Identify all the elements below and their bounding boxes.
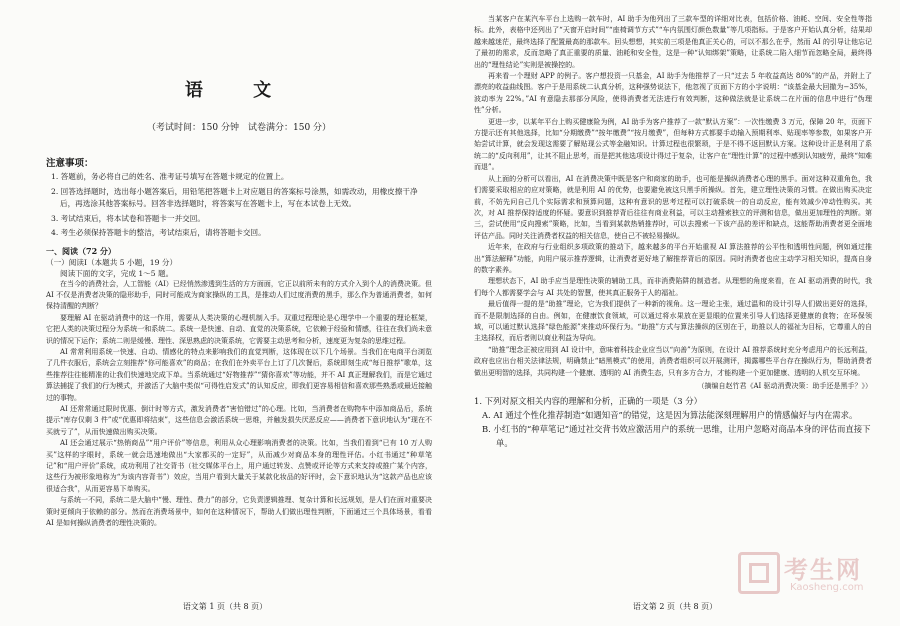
passage-paragraph: 理想状态下，AI 助手应当是理性决策的辅助工具，而非消费陷阱的制造者。从理想的角度来看，在 AI 驱动消费的时代，我们每个人都需要学会与 AI 共处的智慧，使其真正服务于人的福祉。 [474, 277, 872, 297]
passage-paragraph: 在当今的消费社会，人工智能（AI）已经悄然渗透到生活的方方面面，它正以前所未有的方式介入到个人的消费决策。但 AI 不仅是消费者决策的隐形助手，同时可能成为商家操纵的工具，是推动人们过度消费的黑手，那么作为普通消费者，如何保持清醒的判断？ [46, 279, 432, 311]
passage-paragraph: 最后值得一提的是“助推”理论，它为我们提供了一种新的视角。这一理论主张，通过温和的设计引导人们做出更好的选择，而不是限制选择的自由。例如，在健康饮食领域，可以通过将水果放在更显眼的位置来引导人们选择更健康的食物；在环保领域，可以通过默认选择“绿色能源”来推动环保行为。“助推”方式与算法操纵的区别在于，助推以人的福祉为目标，它尊重人的自主选择权，而后者则以商业利益为导向。 [474, 300, 872, 343]
note-item: 4. 考生必须保持答题卡的整洁，考试结束后，请将答题卡交回。 [51, 228, 266, 237]
passage-paragraph: 要理解 AI 在驱动消费中的这一作用，需要从人类决策的心理机制入手。双重过程理论是心理学中一个重要的理论框架，它把人类的决策过程分为系统一和系统二。系统一是快速、自动、直觉的决策系统，它依赖于经验和情感，往往在我们尚未意识的情况下运作；系统二则是缓慢、理性、深思熟虑的决策系统，它需要主动思考和分析，速度更为复杂的思维过程。 [46, 313, 432, 345]
notes-heading: 注意事项： [46, 158, 94, 169]
section-heading: 一、阅读（72 分） [46, 245, 116, 256]
watermark-url: Kaosheng.com [790, 582, 864, 593]
exam-subtitle: （考试时间：150 分钟 试卷满分：150 分） [146, 123, 332, 133]
exam-page-2 [450, 0, 900, 626]
question-1: 1. 下列对原文相关内容的理解和分析，正确的一项是（3 分） [474, 396, 703, 407]
passage-paragraph: 近年来，在政府与行业组织多项政策的推动下，越来越多的平台开始重视 AI 算法推荐的公平性和透明性问题，例如通过推出“算法解释”功能，向用户展示推荐逻辑，让消费者更好地了解推荐背后的原因。同时消费者也应主动学习相关知识，提高自身的数字素养。 [474, 243, 872, 274]
watermark-text: 考生网 [784, 556, 862, 584]
passage-paragraph: 当某客户在某汽车平台上选购一款车时，AI 助手为他列出了三款车型的详细对比表，包括价格、油耗、空间、安全性等指标。此外，表格中还列出了“天窗开启时间”“座椅调节方式”“车内氛围灯颜色数量”等几项指标。于是客户开始认真分析，结果却越来越迷茫，最终选择了配置最高的那款车。回头想想，其实前三项是他真正关心的，可以不那么在乎，然而 AI 的引导让他忘记了最初的需求，反而忽略了真正重要的质量、油耗和安全性，这是一种“认知绑架”策略，让系统二陷入细节而忽略全局，最终得出的“理性结论”实则是被操控的。 [474, 15, 872, 69]
passage-paragraph: 与系统一不同，系统二是大脑中“慢、理性、费力”的部分，它负责逻辑推理、复杂计算和长远规划，是人们在面对重要决策时更倾向于依赖的部分。然而在消费场景中，如何在这种情况下，帮助人们做出理性判断，下面通过三个具体场景，看看 AI 是如何操纵消费者的理性决策的。 [46, 496, 432, 528]
watermark-logo [738, 548, 888, 618]
option-b: B. 小红书的“种草笔记”通过社交背书效应激活用户的系统一思维，让用户忽略对商品本身的评估而直接下单。 [482, 424, 871, 449]
option-a: A. AI 通过个性化推荐制造“如遇知音”的错觉，这是因为算法能深刻理解用户的情感偏好与内在需求。 [482, 410, 858, 421]
note-item: 2. 回答选择题时，选出每小题答案后，用铅笔把答题卡上对应题目的答案标号涂黑，如需改动，用橡皮擦干净后，再选涂其他答案标号。回答非选择题时，将答案写在答题卡上，写在本试卷上无效。 [51, 186, 418, 208]
reading-instruction: 阅读下面的文字，完成 1～5 题。 [60, 268, 174, 278]
watermark-mark-icon [738, 552, 780, 594]
passage-paragraph: AI 还常常通过限时优惠、倒计时等方式，激发消费者“害怕错过”的心理。比如，当消费者在购物车中添加商品后，系统提示“库存仅剩 3 件”或“优惠即将结束”，这些信息会激活系统一思维，并触发损失厌恶反应——消费者下意识地认为“现在不买就亏了”，从而快速做出购买决策。 [46, 404, 432, 436]
passage-paragraph: 从上面的分析可以看出，AI 在消费决策中既是客户和商家的助手，也可能是操纵消费者心理的黑手。面对这种双重角色，我们需要采取相应的应对策略，就是利用 AI 的优势，也要避免被这只黑手所操纵。首先，建立理性决策的习惯。在做出购买决定前，不妨先问自己几个实际需求和预算问题，这种有意识的思考过程可以打破系统一的自动反应，能有效减少冲动性购买。其次，对 AI 推荐保持适度的怀疑。要意识到推荐背后往往有商业利益，可以主动搜索独立的评测和信息，做出更加理性的判断。第三，尝试使用“反向搜索”策略，比如，当看到某款热销推荐时，可以去搜索一下该产品的差评和缺点，这能帮助消费者更全面地评估产品。同时关注消费者权益的相关信息，使自己不被轻易操纵。 [474, 174, 872, 240]
passage-paragraph: 再来看一个理财 APP 的例子。客户想投资一只基金，AI 助手为他推荐了一只“过去 5 年收益高达 80%”的产品，并附上了漂亮的收益曲线图。客户于是用系统二认真分析，这种强势说法下，他忽视了页面下方的小字说明：“该基金最大回撤为−35%，波动率为 22%。”AI 有意隐去那部分风险，使得消费者无法进行有效判断，这种做法就是让系统二在片面的信息中进行“伪理性”分析。 [474, 72, 872, 115]
source-citation: （摘编自赵竹君《AI 驱动消费决策：助手还是黑手？》） [697, 382, 872, 390]
passage-paragraph: “助推”理念正被应用到 AI 设计中，意味着科技企业应当以“向善”为原则，在设计 AI 推荐系统时充分考虑用户的长远利益，政府也应出台相关法律法规，明确禁止“暗黑模式”的使用，消费者组织可以开展测评，揭露哪些平台存在操纵行为，帮助消费者做出更明智的选择，共同构建一个健康、透明的 AI 消费生态，只有多方合力，才能构建一个更加健康、透明的人机交互环境。 [474, 345, 872, 377]
note-item: 3. 考试结束后，将本试卷和答题卡一并交回。 [51, 213, 205, 223]
passage-paragraph: 更进一步，以某年平台上购买健康险为例，AI 助手为客户推荐了一款“默认方案”：一次性缴费 3 万元，保障 20 年，页面下方提示还有其他选择，比如“分期缴费”“按年缴费”“按月缴费”，但每种方式都要手动输入预期利率、贴现率等参数，如果客户开始尝试计算，就会发现这需要了解贴现公式等金融知识。计算过程也很繁琐，于是不得不返回默认方案。这种设计正是利用了系统二的“反向利用”，让其不阻止思考，而是把其他选项设计得过于复杂，让客户在“理性计算”的过程中感到认知疲劳，最终“知难而退”。 [474, 117, 872, 172]
passage-paragraph: AI 还会通过展示“热销商品”“用户评价”等信息，利用从众心理影响消费者的决策。比如，当我们看到“已有 10 万人购买”这样的字眼时，系统一就会迅速地做出“大家都买的一定好”，从而减少对商品本身的理性评估。小红书通过“种草笔记”和“用户评价”系统，成功利用了社交背书（社交媒体平台上，用户通过转发、点赞或评论等方式来支持或推广某个内容，这些行为被形象地称为“为该内容背书”）效应，当用户看到大量关于某款化妆品的好评时，会下意识地认为“这款产品也应该很适合我”，从而更容易下单购买。 [46, 439, 432, 493]
page-footer: 语文第 2 页（共 8 页） [632, 602, 718, 611]
exam-title: 语 文 [184, 80, 294, 101]
page-footer: 语文第 1 页（共 8 页） [182, 602, 268, 611]
note-item: 1. 答题前，务必将自己的姓名、准考证号填写在答题卡规定的位置上。 [51, 172, 289, 181]
subsection-heading: （一）阅读Ⅰ（本题共 5 小题，19 分） [46, 257, 178, 267]
passage-paragraph: AI 常常利用系统一快速、自动、情感化的特点来影响我们的直觉判断，这体现在以下几个场景。当我们在电商平台浏览了几件衣服后，系统会立刻推荐“你可能喜欢”的商品；在我们在外卖平台上订了几次餐后，系统即刻生成“每日推荐”歌单，这些推荐往往能精准的让我们快速地完成下单。当系统通过“好物推荐”“猜你喜欢”等功能，并不 AI 真正理解我们，而是它通过算法捕捉了我们的行为模式，并激活了大脑中类似“可得性启发式”的认知反应，即我们更容易相信和喜欢那些熟悉或最近接触过的事物。 [46, 347, 432, 402]
